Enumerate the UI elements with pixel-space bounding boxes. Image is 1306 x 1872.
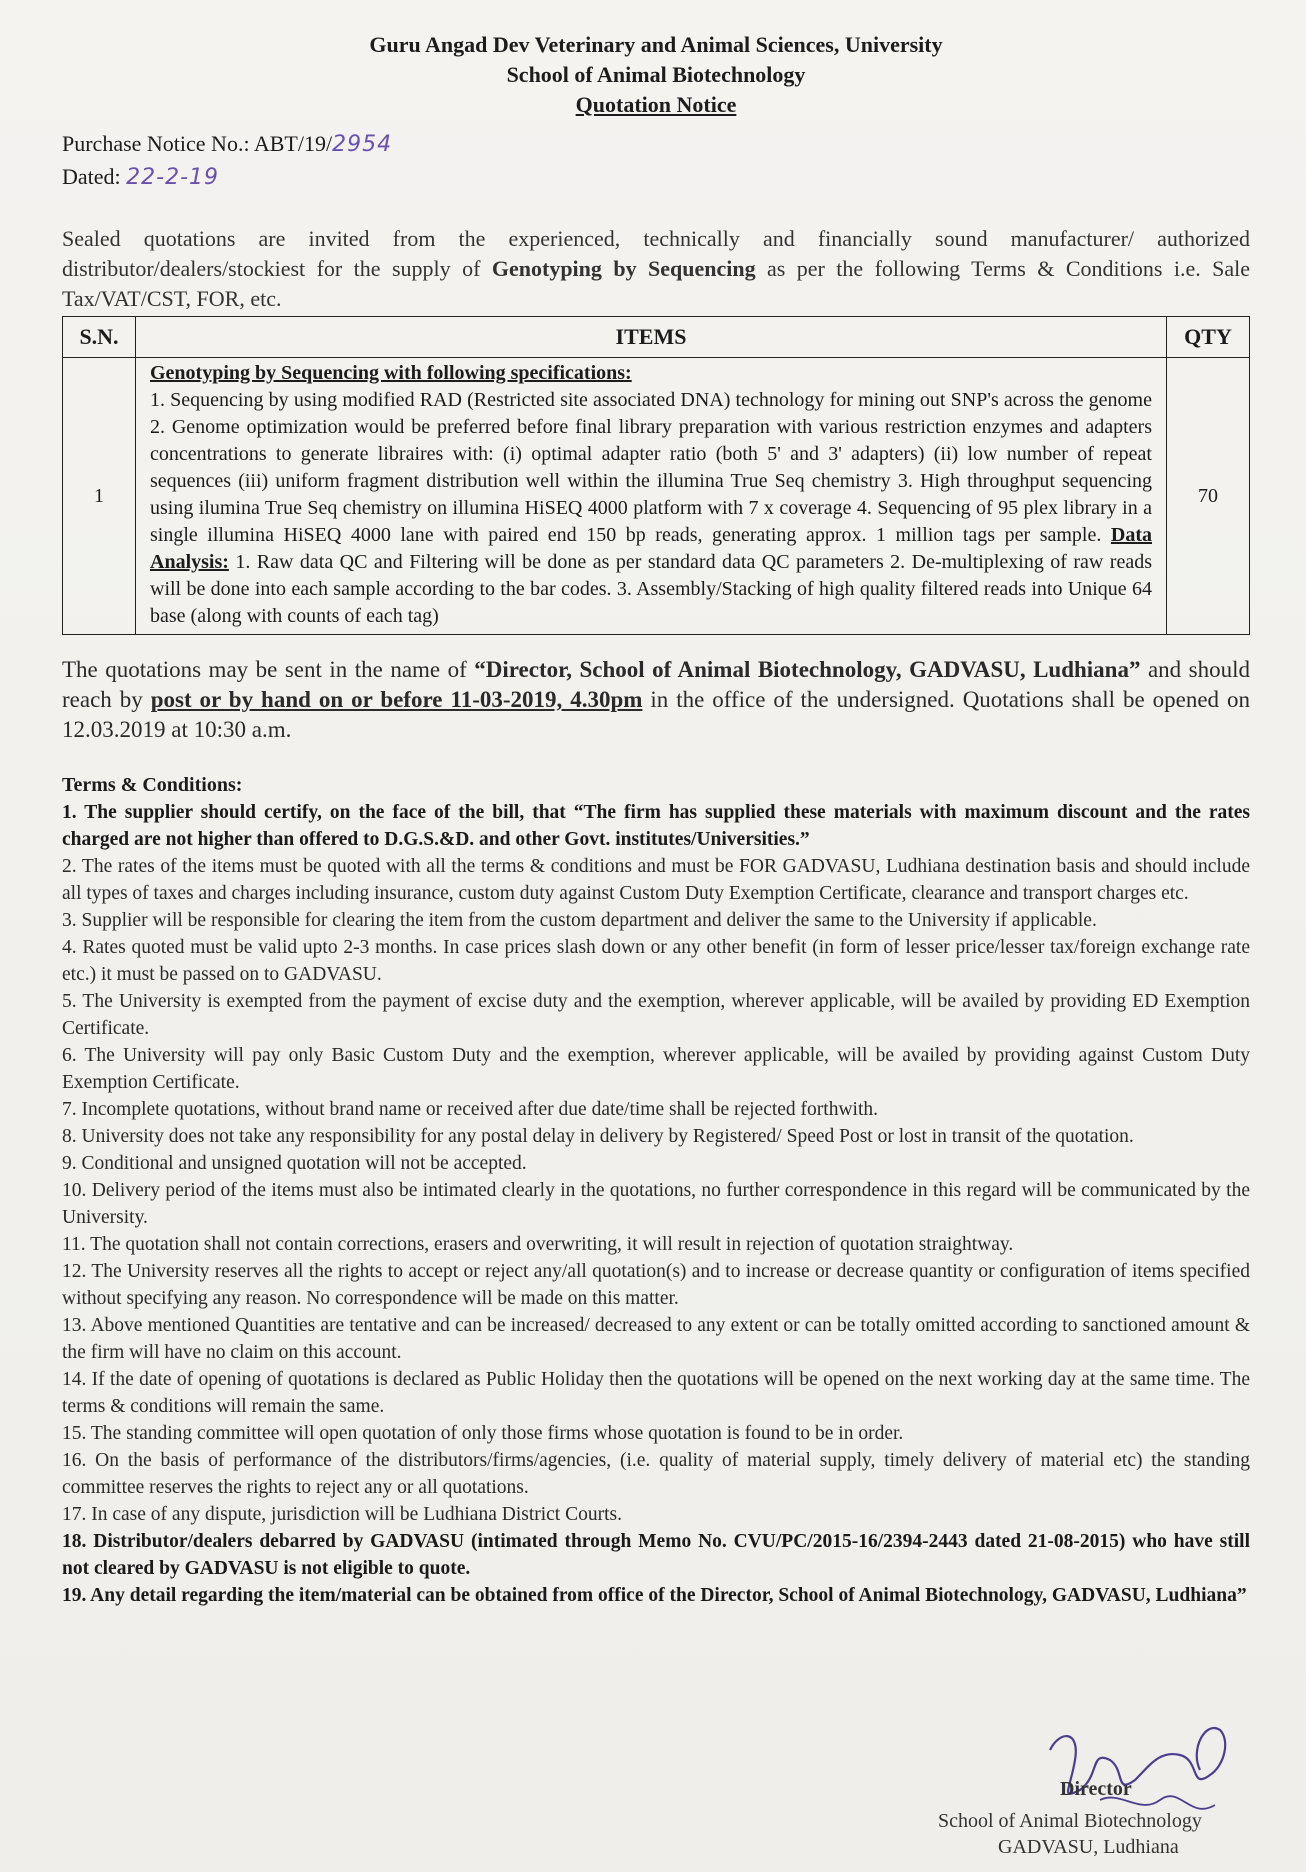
terms-title: Terms & Conditions:	[62, 774, 243, 796]
term-item: 17. In case of any dispute, jurisdiction will be Ludhiana District Courts.	[62, 1504, 622, 1525]
university-name: Guru Angad Dev Veterinary and Animal Sciences, University	[369, 32, 943, 57]
term-item: 15. The standing committee will open quotation of only those firms whose quotation is found to be in order.	[62, 1423, 904, 1444]
terms-list	[62, 799, 1250, 1609]
header-items: ITEMS	[136, 317, 1167, 358]
submission-recipient: “Director, School of Animal Biotechnology, GADVASU, Ludhiana”	[474, 657, 1141, 682]
intro-paragraph	[62, 224, 1250, 314]
term-item: 2. The rates of the items must be quoted with all the terms & conditions and must be FOR GADVASU, Ludhiana destination basis and should include all types of taxes and charges including insurance, custom duty against Custom Duty Exemption Certificate, clearance and transport charges etc.	[62, 856, 1250, 904]
row-sn: 1	[63, 358, 136, 635]
spec-title: Genotyping by Sequencing with following specifications:	[150, 362, 632, 384]
spec-text: 1. Sequencing by using modified RAD (Restricted site associated DNA) technology for mining out SNP's across the genome 2. Genome optimization would be preferred before final library preparation with various restriction enzymes and adapters concentrations to generate libraires with: (i) optimal adapter ratio (both 5' and 3' adapters) (ii) low number of repeat sequences (iii) uniform fragment distribution well within the illumina True Seq chemistry 3. High throughput sequencing using ilumina True Seq chemistry on illumina HiSEQ 4000 platform with 7 x coverage 4. Sequencing of 95 plex library in a single illumina HiSEQ 4000 lane with paired end 150 bp reads, generating approx. 1 million tags per sample.	[150, 389, 1152, 546]
row-qty: 70	[1167, 358, 1250, 635]
signature-block	[920, 1720, 1250, 1870]
school-name: School of Animal Biotechnology	[506, 62, 806, 87]
document-title: Quotation Notice	[575, 92, 737, 117]
header-qty: QTY	[1167, 317, 1250, 358]
term-item: 13. Above mentioned Quantities are tentative and can be increased/ decreased to any extent or can be totally omitted according to sanctioned amount & the firm will have no claim on this account.	[62, 1315, 1250, 1363]
intro-text-2: as per the following Terms & Conditions i.e. Sale Tax/VAT/CST, FOR, etc.	[62, 256, 1251, 311]
term-item: 19. Any detail regarding the item/material can be obtained from office of the Director, School of Animal Biotechnology, GADVASU, Ludhiana”	[62, 1585, 1247, 1606]
items-table	[62, 316, 1250, 635]
header-sn: S.N.	[63, 317, 136, 358]
table-row	[63, 358, 1250, 635]
document-header	[62, 0, 1250, 120]
intro-text-1: Sealed quotations are invited from the experienced, technically and financially sound manufacturer/ authorized distributor/dealers/stockiest for the supply of	[62, 226, 1250, 281]
term-item: 5. The University is exempted from the payment of excise duty and the exemption, wherever applicable, will be availed by providing ED Exemption Certificate.	[62, 991, 1250, 1039]
submission-deadline: post or by hand on or before 11-03-2019, 4.30pm	[150, 687, 643, 712]
term-item: 18. Distributor/dealers debarred by GADVASU (intimated through Memo No. CVU/PC/2015-16/2394-2443 dated 21-08-2015) who have still not cleared by GADVASU is not eligible to quote.	[62, 1531, 1250, 1579]
purchase-notice-number: 2954	[332, 132, 393, 157]
term-item: 9. Conditional and unsigned quotation will not be accepted.	[62, 1153, 527, 1174]
term-item: 7. Incomplete quotations, without brand name or received after due date/time shall be rejected forthwith.	[62, 1099, 879, 1120]
signature-line-1: School of Animal Biotechnology	[938, 1810, 1202, 1832]
term-item: 4. Rates quoted must be valid upto 2-3 months. In case prices slash down or any other benefit (in form of lesser price/lesser tax/foreign exchange rate etc.) it must be passed on to GADVASU.	[62, 937, 1250, 985]
row-description	[136, 358, 1167, 635]
notice-meta	[62, 128, 1250, 194]
term-item: 16. On the basis of performance of the distributors/firms/agencies, (i.e. quality of material supply, timely delivery of material etc) the standing committee reserves the rights to reject any or all quotations.	[62, 1450, 1250, 1498]
term-item: 8. University does not take any responsibility for any postal delay in delivery by Registered/ Speed Post or lost in transit of the quotation.	[62, 1126, 1134, 1147]
analysis-text: 1. Raw data QC and Filtering will be done as per standard data QC parameters 2. De-multiplexing of raw reads will be done into each sample according to the bar codes. 3. Assembly/Stacking of high quality filtered reads into Unique 64 base (along with counts of each tag)	[150, 551, 1152, 627]
submission-text-2: and should reach by	[62, 657, 1251, 712]
term-item: 14. If the date of opening of quotations is declared as Public Holiday then the quotations will be opened on the next working day at the same time. The terms & conditions will remain the same.	[62, 1369, 1250, 1417]
purchase-notice-label: Purchase Notice No.: ABT/19/	[62, 131, 333, 156]
analysis-title: Data Analysis:	[150, 524, 1153, 573]
submission-text-1: The quotations may be sent in the name of	[62, 657, 467, 682]
signature-title: Director	[1060, 1778, 1132, 1800]
intro-item: Genotyping by Sequencing	[491, 256, 756, 281]
term-item: 1. The supplier should certify, on the face of the bill, that “The firm has supplied these materials with maximum discount and the rates charged are not higher than offered to D.G.S.&D. and other Govt. institutes/Universities.”	[62, 802, 1250, 850]
term-item: 10. Delivery period of the items must also be intimated clearly in the quotations, no further correspondence in this regard will be communicated by the University.	[62, 1180, 1250, 1228]
term-item: 3. Supplier will be responsible for clearing the item from the custom department and deliver the same to the University if applicable.	[62, 910, 1097, 931]
dated-label: Dated:	[62, 164, 121, 189]
term-item: 11. The quotation shall not contain corrections, erasers and overwriting, it will result in rejection of quotation straightway.	[62, 1234, 1014, 1255]
term-item: 12. The University reserves all the rights to accept or reject any/all quotation(s) and to increase or decrease quantity or configuration of items specified without specifying any reason. No correspondence will be made on this matter.	[62, 1261, 1250, 1309]
submission-paragraph	[62, 655, 1250, 745]
signature-line-2: GADVASU, Ludhiana	[998, 1836, 1179, 1858]
term-item: 6. The University will pay only Basic Custom Duty and the exemption, wherever applicable, will be availed by providing against Custom Duty Exemption Certificate.	[62, 1045, 1250, 1093]
submission-text-3: in the office of the undersigned. Quotations shall be opened on 12.03.2019 at 10:30 a.m.	[62, 687, 1251, 742]
dated-value: 22-2-19	[126, 165, 220, 190]
